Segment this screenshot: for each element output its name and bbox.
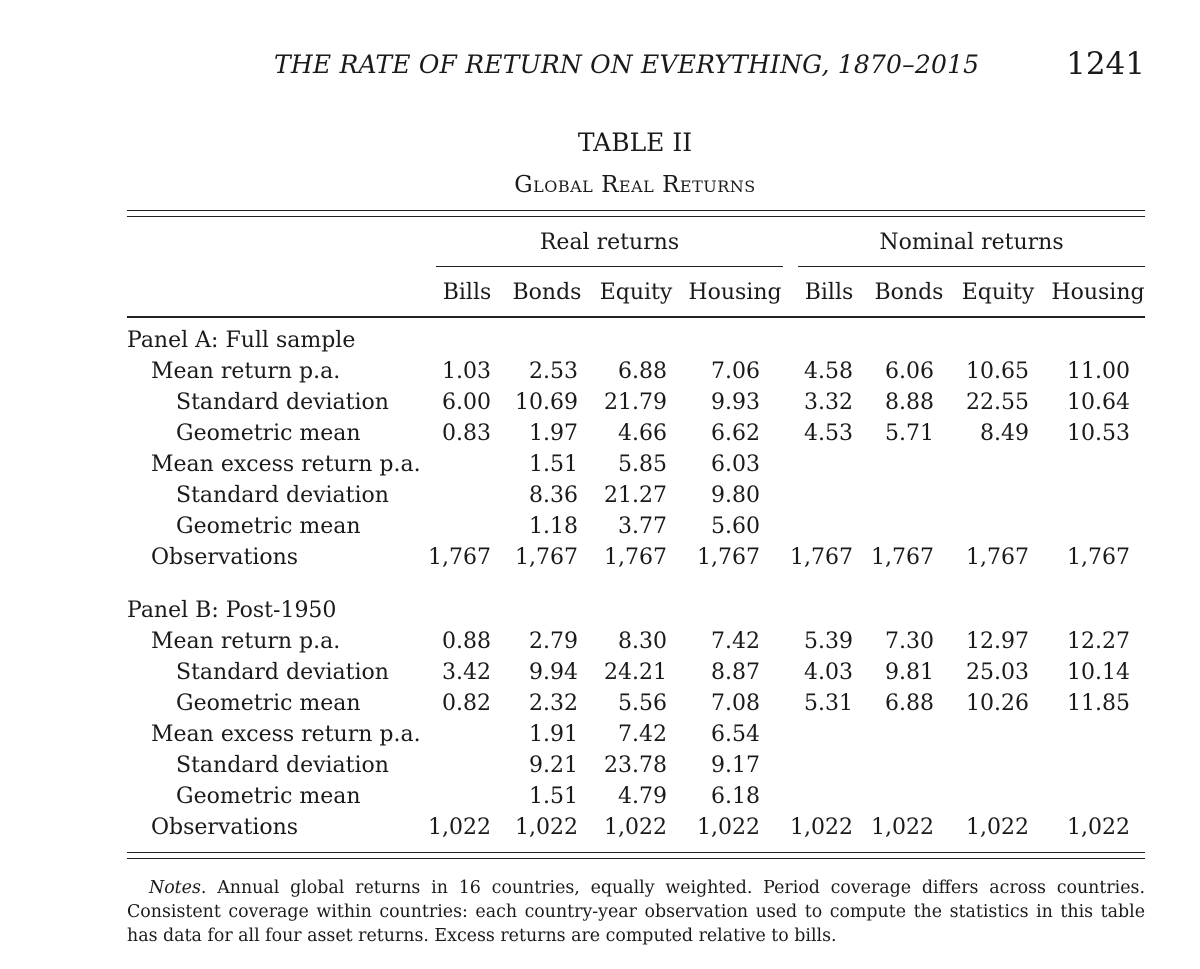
row-label: Observations [151,545,299,570]
table-cell: 1,022 [871,815,934,840]
table-cell: 1,767 [515,545,578,570]
page-number: 1241 [1066,46,1145,82]
table-row [0,753,1200,783]
bottom-rule-1 [127,852,1145,853]
header-rule [127,316,1145,318]
table-cell: 1.18 [529,514,578,539]
row-label: Standard deviation [176,660,389,685]
table-row [0,691,1200,721]
table-cell: 1,767 [871,545,934,570]
table-cell: 6.88 [885,691,934,716]
table-cell: 1,767 [966,545,1029,570]
table-cell: 11.00 [1067,359,1130,384]
table-cell: 3.32 [804,390,853,415]
row-label: Mean excess return p.a. [151,452,421,477]
row-label: Standard deviation [176,390,389,415]
table-cell: 2.79 [529,629,578,654]
table-cell: 5.56 [618,691,667,716]
table-cell: 8.49 [980,421,1029,446]
table-cell: 22.55 [966,390,1029,415]
table-cell: 8.87 [711,660,760,685]
row-label: Standard deviation [176,483,389,508]
table-cell: 5.71 [885,421,934,446]
row-label: Mean return p.a. [151,629,341,654]
table-cell: 10.26 [966,691,1029,716]
row-label: Geometric mean [176,514,361,539]
table-cell: 7.06 [711,359,760,384]
table-title: Global Real Returns [514,172,756,198]
table-label: TABLE II [577,128,693,157]
table-row [0,722,1200,752]
table-cell: 1,767 [604,545,667,570]
table-cell: 4.66 [618,421,667,446]
table-cell: 6.00 [442,390,491,415]
table-cell: 2.32 [529,691,578,716]
table-cell: 1,767 [428,545,491,570]
row-label: Mean return p.a. [151,359,341,384]
table-cell: 8.30 [618,629,667,654]
table-cell: 6.18 [711,784,760,809]
row-label: Observations [151,815,299,840]
table-cell: 2.53 [529,359,578,384]
table-cell: 9.94 [529,660,578,685]
table-cell: 4.53 [804,421,853,446]
row-label: Standard deviation [176,753,389,778]
table-cell: 5.60 [711,514,760,539]
table-cell: 8.36 [529,483,578,508]
table-row [0,514,1200,544]
table-cell: 1,767 [1067,545,1130,570]
table-cell: 1,022 [1067,815,1130,840]
notes-text: . Annual global returns in 16 countries, equally weighted. Period coverage differs across countries. Consistent coverage within countries: each country-year observation used to compute the statistics in this table has data for all four asset returns. Excess returns are computed relative to bills. [127,878,1145,946]
table-cell: 24.21 [604,660,667,685]
table-cell: 10.69 [515,390,578,415]
table-cell: 4.79 [618,784,667,809]
table-cell: 9.21 [529,753,578,778]
table-cell: 1,022 [428,815,491,840]
table-cell: 5.85 [618,452,667,477]
group-header-real: Real returns [539,230,680,255]
table-cell: 6.06 [885,359,934,384]
group-rule-nominal [798,266,1145,267]
table-row [0,483,1200,513]
table-cell: 5.31 [804,691,853,716]
table-cell: 12.97 [966,629,1029,654]
table-cell: 7.42 [618,722,667,747]
table-cell: 1.51 [529,452,578,477]
table-cell: 1,022 [790,815,853,840]
running-head: THE RATE OF RETURN ON EVERYTHING, 1870–2015 [274,50,980,79]
row-label: Geometric mean [176,784,361,809]
table-cell: 1.91 [529,722,578,747]
table-cell: 1,022 [604,815,667,840]
table-cell: 12.27 [1067,629,1130,654]
table-cell: 1.03 [442,359,491,384]
panel-title: Panel B: Post-1950 [127,598,337,623]
table-row [0,359,1200,389]
top-rule-2 [127,216,1145,217]
table-notes [127,876,1145,948]
column-header-nominal-bonds: Bonds [874,280,944,305]
table-row [0,390,1200,420]
table-cell: 7.42 [711,629,760,654]
table-cell: 10.64 [1067,390,1130,415]
column-header-real-housing: Housing [688,280,782,305]
top-rule-1 [127,210,1145,211]
table-cell: 4.58 [804,359,853,384]
table-cell: 9.93 [711,390,760,415]
column-header-nominal-equity: Equity [961,280,1035,305]
table-cell: 0.83 [442,421,491,446]
column-header-nominal-housing: Housing [1051,280,1145,305]
table-cell: 21.27 [604,483,667,508]
table-row [0,629,1200,659]
table-row [0,452,1200,482]
table-cell: 9.80 [711,483,760,508]
row-label: Geometric mean [176,691,361,716]
column-header-real-bills: Bills [442,280,492,305]
table-cell: 1.97 [529,421,578,446]
table-cell: 1,022 [697,815,760,840]
table-row [0,421,1200,451]
bottom-rule-2 [127,858,1145,859]
table-cell: 1,767 [697,545,760,570]
table-cell: 23.78 [604,753,667,778]
table-cell: 1,022 [966,815,1029,840]
table-cell: 7.08 [711,691,760,716]
column-header-nominal-bills: Bills [804,280,854,305]
table-cell: 10.14 [1067,660,1130,685]
table-cell: 6.88 [618,359,667,384]
row-label: Geometric mean [176,421,361,446]
column-header-real-bonds: Bonds [512,280,582,305]
table-cell: 0.88 [442,629,491,654]
group-rule-real [436,266,783,267]
table-cell: 25.03 [966,660,1029,685]
notes-lead: Notes [149,878,201,898]
table-cell: 5.39 [804,629,853,654]
table-cell: 1,022 [515,815,578,840]
table-cell: 11.85 [1067,691,1130,716]
row-label: Mean excess return p.a. [151,722,421,747]
table-row [0,545,1200,575]
table-cell: 3.42 [442,660,491,685]
table-cell: 3.77 [618,514,667,539]
table-cell: 1,767 [790,545,853,570]
table-cell: 1.51 [529,784,578,809]
table-cell: 6.62 [711,421,760,446]
table-cell: 8.88 [885,390,934,415]
table-cell: 0.82 [442,691,491,716]
panel-title: Panel A: Full sample [127,328,356,353]
table-row [0,784,1200,814]
table-cell: 9.81 [885,660,934,685]
table-row [0,815,1200,845]
table-cell: 4.03 [804,660,853,685]
group-header-nominal: Nominal returns [879,230,1064,255]
table-row [0,660,1200,690]
column-header-real-equity: Equity [599,280,673,305]
table-cell: 9.17 [711,753,760,778]
table-cell: 7.30 [885,629,934,654]
table-cell: 6.54 [711,722,760,747]
table-cell: 21.79 [604,390,667,415]
table-cell: 6.03 [711,452,760,477]
table-cell: 10.53 [1067,421,1130,446]
table-cell: 10.65 [966,359,1029,384]
